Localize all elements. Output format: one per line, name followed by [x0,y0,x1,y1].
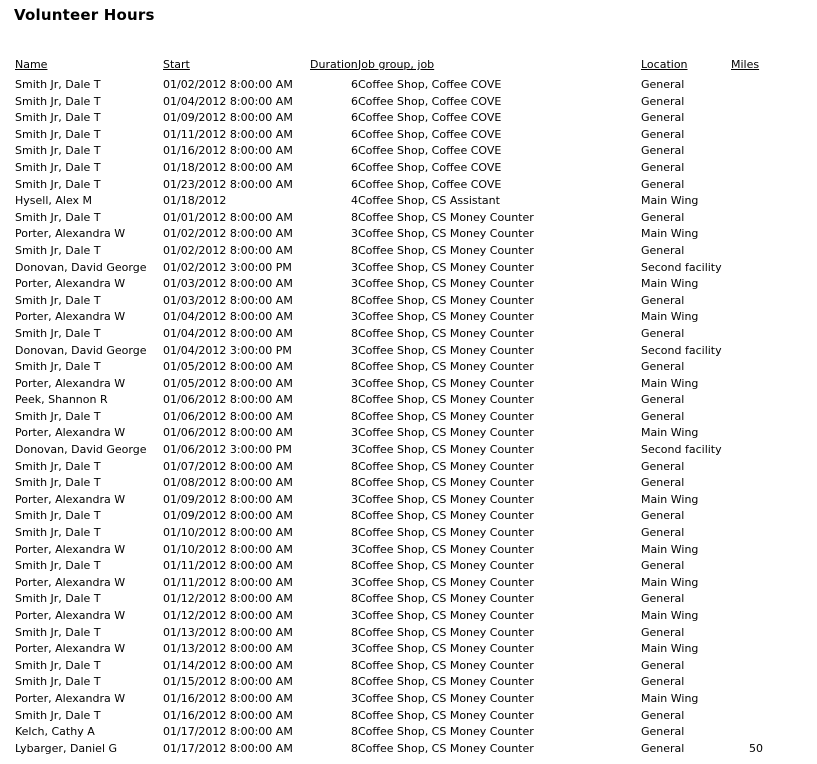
cell-job: Coffee Shop, CS Money Counter [358,243,534,257]
cell-duration: 3 [351,376,358,390]
cell-name: Smith Jr, Dale T [15,94,101,108]
table-row [15,492,763,509]
cell-job: Coffee Shop, CS Money Counter [358,310,534,324]
cell-duration: 8 [351,243,358,257]
cell-location: Main Wing [641,691,699,705]
cell-duration: 3 [351,426,358,440]
table-row [15,376,763,393]
cell-job: Coffee Shop, CS Money Counter [358,210,534,224]
cell-location: General [641,78,685,91]
cell-start: 01/06/2012 3:00:00 PM [163,443,292,457]
cell-start: 01/16/2012 8:00:00 AM [163,708,293,722]
cell-miles [731,691,763,708]
cell-location: General [641,658,685,672]
cell-start: 01/02/2012 3:00:00 PM [163,260,292,274]
cell-location: General [641,144,685,158]
cell-duration: 3 [351,609,358,622]
cell-start: 01/06/2012 8:00:00 AM [163,393,293,407]
cell-miles [731,641,763,658]
cell-job: Coffee Shop, CS Money Counter [358,360,534,374]
cell-location: General [641,708,685,722]
cell-miles [731,243,763,260]
table-row [15,625,763,642]
cell-miles [731,359,763,376]
cell-job: Coffee Shop, CS Money Counter [358,476,534,490]
cell-location: General [641,675,685,689]
column-header-duration: Duration [310,58,358,71]
cell-job: Coffee Shop, CS Money Counter [358,526,534,540]
cell-location: Main Wing [641,376,699,390]
cell-duration: 8 [351,293,358,307]
cell-job: Coffee Shop, CS Money Counter [358,443,534,457]
cell-start: 01/09/2012 8:00:00 AM [163,492,293,506]
table-header [15,58,763,77]
cell-name: Porter, Alexandra W [15,376,126,390]
cell-location: Second facility [641,260,722,274]
table-row [15,425,763,442]
table-row [15,442,763,459]
cell-location: Main Wing [641,492,699,506]
cell-duration: 6 [351,78,358,91]
cell-miles [731,193,763,210]
cell-miles [731,392,763,409]
cell-miles [731,442,763,459]
cell-duration: 6 [351,144,358,158]
table-row [15,658,763,675]
cell-job: Coffee Shop, CS Money Counter [358,343,534,357]
cell-duration: 8 [351,708,358,722]
cell-miles [731,508,763,525]
cell-duration: 8 [351,725,358,739]
cell-miles [731,708,763,725]
cell-duration: 3 [351,542,358,556]
cell-name: Smith Jr, Dale T [15,526,101,540]
cell-job: Coffee Shop, Coffee COVE [358,160,502,174]
cell-job: Coffee Shop, CS Money Counter [358,575,534,589]
cell-name: Smith Jr, Dale T [15,160,101,174]
cell-duration: 8 [351,459,358,473]
cell-job: Coffee Shop, CS Money Counter [358,691,534,705]
cell-start: 01/18/2012 [163,194,227,208]
cell-start: 01/11/2012 8:00:00 AM [163,127,293,141]
cell-start: 01/09/2012 8:00:00 AM [163,111,293,125]
cell-miles [731,326,763,343]
cell-name: Smith Jr, Dale T [15,127,101,141]
cell-name: Smith Jr, Dale T [15,708,101,722]
table-row [15,143,763,160]
table-row [15,326,763,343]
cell-miles [731,177,763,194]
cell-start: 01/13/2012 8:00:00 AM [163,625,293,639]
table-row [15,127,763,144]
table-row [15,641,763,658]
cell-start: 01/09/2012 8:00:00 AM [163,509,293,523]
cell-location: Main Wing [641,194,699,208]
cell-duration: 3 [351,227,358,241]
cell-name: Smith Jr, Dale T [15,658,101,672]
table-row [15,309,763,326]
cell-duration: 8 [351,675,358,689]
cell-miles [731,110,763,127]
cell-location: Main Wing [641,542,699,556]
cell-name: Smith Jr, Dale T [15,293,101,307]
cell-job: Coffee Shop, CS Money Counter [358,509,534,523]
column-header-start: Start [163,58,190,71]
cell-start: 01/11/2012 8:00:00 AM [163,575,293,589]
table-row [15,674,763,691]
cell-start: 01/10/2012 8:00:00 AM [163,526,293,540]
column-header-location: Location [641,58,688,71]
cell-start: 01/02/2012 8:00:00 AM [163,243,293,257]
cell-miles [731,160,763,177]
table-row [15,276,763,293]
table-row [15,409,763,426]
cell-miles [731,459,763,476]
cell-job: Coffee Shop, CS Money Counter [358,459,534,473]
cell-duration: 3 [351,260,358,274]
cell-job: Coffee Shop, CS Money Counter [358,376,534,390]
cell-name: Porter, Alexandra W [15,426,126,440]
cell-location: Main Wing [641,310,699,324]
cell-miles [731,591,763,608]
cell-name: Porter, Alexandra W [15,542,126,556]
cell-start: 01/02/2012 8:00:00 AM [163,227,293,241]
cell-location: General [641,293,685,307]
cell-duration: 8 [351,509,358,523]
cell-start: 01/17/2012 8:00:00 AM [163,725,293,739]
cell-location: General [641,526,685,540]
cell-location: General [641,393,685,407]
cell-name: Smith Jr, Dale T [15,459,101,473]
cell-start: 01/12/2012 8:00:00 AM [163,592,293,606]
cell-duration: 8 [351,592,358,606]
cell-start: 01/02/2012 8:00:00 AM [163,78,293,91]
cell-duration: 3 [351,575,358,589]
cell-job: Coffee Shop, CS Money Counter [358,725,534,739]
cell-job: Coffee Shop, Coffee COVE [358,111,502,125]
table-row [15,343,763,360]
cell-location: General [641,111,685,125]
cell-job: Coffee Shop, CS Money Counter [358,592,534,606]
cell-miles [731,475,763,492]
cell-name: Smith Jr, Dale T [15,210,101,224]
cell-duration: 3 [351,277,358,291]
cell-name: Peek, Shannon R [15,393,108,407]
cell-job: Coffee Shop, CS Assistant [358,194,500,208]
table-row [15,359,763,376]
cell-miles [731,77,763,94]
cell-start: 01/16/2012 8:00:00 AM [163,691,293,705]
cell-location: Main Wing [641,277,699,291]
table-row [15,260,763,277]
cell-duration: 6 [351,111,358,125]
cell-job: Coffee Shop, CS Money Counter [358,675,534,689]
cell-location: General [641,94,685,108]
cell-miles [731,608,763,625]
cell-location: General [641,476,685,490]
cell-job: Coffee Shop, Coffee COVE [358,144,502,158]
table-row [15,724,763,741]
table-row [15,591,763,608]
table-row [15,575,763,592]
cell-duration: 3 [351,492,358,506]
cell-start: 01/06/2012 8:00:00 AM [163,409,293,423]
cell-miles [731,143,763,160]
cell-name: Porter, Alexandra W [15,642,126,656]
table-row [15,160,763,177]
cell-location: General [641,243,685,257]
cell-start: 01/14/2012 8:00:00 AM [163,658,293,672]
cell-name: Smith Jr, Dale T [15,111,101,125]
cell-job: Coffee Shop, Coffee COVE [358,78,502,91]
table-row [15,193,763,210]
column-header-miles: Miles [731,58,760,71]
cell-name: Smith Jr, Dale T [15,476,101,490]
cell-job: Coffee Shop, CS Money Counter [358,409,534,423]
cell-miles [731,226,763,243]
table-row [15,525,763,542]
cell-start: 01/17/2012 8:00:00 AM [163,741,293,755]
cell-start: 01/16/2012 8:00:00 AM [163,144,293,158]
cell-location: General [641,625,685,639]
table-row [15,210,763,227]
cell-name: Donovan, David George [15,443,147,457]
cell-miles [731,425,763,442]
cell-location: Main Wing [641,642,699,656]
cell-job: Coffee Shop, CS Money Counter [358,426,534,440]
cell-duration: 3 [351,443,358,457]
cell-start: 01/05/2012 8:00:00 AM [163,360,293,374]
cell-job: Coffee Shop, Coffee COVE [358,127,502,141]
cell-duration: 3 [351,642,358,656]
cell-miles: 50 [749,741,763,755]
cell-duration: 8 [351,741,358,755]
cell-location: General [641,592,685,606]
cell-start: 01/05/2012 8:00:00 AM [163,376,293,390]
cell-job: Coffee Shop, CS Money Counter [358,260,534,274]
table-row [15,708,763,725]
cell-start: 01/18/2012 8:00:00 AM [163,160,293,174]
cell-name: Smith Jr, Dale T [15,625,101,639]
cell-name: Smith Jr, Dale T [15,78,101,91]
cell-name: Porter, Alexandra W [15,575,126,589]
cell-location: General [641,210,685,224]
table-row [15,226,763,243]
cell-job: Coffee Shop, CS Money Counter [358,326,534,340]
cell-location: General [641,160,685,174]
cell-job: Coffee Shop, CS Money Counter [358,393,534,407]
table-row [15,741,763,758]
cell-location: Main Wing [641,227,699,241]
cell-duration: 4 [351,194,358,208]
table-row [15,243,763,260]
cell-job: Coffee Shop, CS Money Counter [358,642,534,656]
cell-job: Coffee Shop, CS Money Counter [358,708,534,722]
cell-miles [731,542,763,559]
cell-duration: 6 [351,94,358,108]
cell-job: Coffee Shop, CS Money Counter [358,658,534,672]
cell-start: 01/13/2012 8:00:00 AM [163,642,293,656]
table-row [15,459,763,476]
cell-start: 01/04/2012 8:00:00 AM [163,326,293,340]
cell-miles [731,409,763,426]
cell-miles [731,625,763,642]
cell-miles [731,558,763,575]
cell-start: 01/01/2012 8:00:00 AM [163,210,293,224]
cell-job: Coffee Shop, Coffee COVE [358,94,502,108]
table-row [15,558,763,575]
volunteer-hours-table [15,58,763,757]
cell-name: Smith Jr, Dale T [15,243,101,257]
cell-name: Porter, Alexandra W [15,609,126,622]
cell-name: Smith Jr, Dale T [15,177,101,191]
cell-name: Porter, Alexandra W [15,227,126,241]
cell-start: 01/23/2012 8:00:00 AM [163,177,293,191]
page-title: Volunteer Hours [14,6,155,24]
table-row [15,94,763,111]
cell-name: Smith Jr, Dale T [15,675,101,689]
cell-miles [731,724,763,741]
cell-miles [731,260,763,277]
cell-name: Porter, Alexandra W [15,691,126,705]
cell-job: Coffee Shop, CS Money Counter [358,293,534,307]
table-row [15,293,763,310]
cell-job: Coffee Shop, CS Money Counter [358,609,534,622]
cell-name: Smith Jr, Dale T [15,326,101,340]
cell-name: Hysell, Alex M [15,194,93,208]
cell-miles [731,293,763,310]
cell-start: 01/08/2012 8:00:00 AM [163,476,293,490]
cell-name: Kelch, Cathy A [15,725,95,739]
cell-location: General [641,409,685,423]
cell-miles [731,210,763,227]
cell-duration: 8 [351,393,358,407]
cell-start: 01/04/2012 8:00:00 AM [163,94,293,108]
cell-name: Smith Jr, Dale T [15,509,101,523]
cell-name: Smith Jr, Dale T [15,409,101,423]
cell-duration: 6 [351,127,358,141]
cell-job: Coffee Shop, Coffee COVE [358,177,502,191]
cell-job: Coffee Shop, CS Money Counter [358,559,534,573]
cell-duration: 8 [351,409,358,423]
cell-location: General [641,326,685,340]
cell-start: 01/07/2012 8:00:00 AM [163,459,293,473]
cell-miles [731,658,763,675]
cell-start: 01/03/2012 8:00:00 AM [163,277,293,291]
cell-start: 01/10/2012 8:00:00 AM [163,542,293,556]
cell-location: General [641,360,685,374]
cell-location: General [641,741,685,755]
cell-duration: 8 [351,210,358,224]
cell-duration: 8 [351,559,358,573]
table-row [15,110,763,127]
cell-miles [731,343,763,360]
cell-duration: 8 [351,658,358,672]
table-row [15,608,763,625]
table-row [15,177,763,194]
cell-job: Coffee Shop, CS Money Counter [358,277,534,291]
cell-miles [731,492,763,509]
cell-name: Porter, Alexandra W [15,492,126,506]
cell-name: Porter, Alexandra W [15,277,126,291]
cell-duration: 8 [351,476,358,490]
cell-name: Smith Jr, Dale T [15,360,101,374]
cell-location: General [641,459,685,473]
cell-name: Smith Jr, Dale T [15,144,101,158]
cell-miles [731,94,763,111]
cell-start: 01/12/2012 8:00:00 AM [163,609,293,622]
cell-name: Lybarger, Daniel G [15,741,118,755]
cell-start: 01/15/2012 8:00:00 AM [163,675,293,689]
cell-miles [731,674,763,691]
cell-miles [731,276,763,293]
cell-job: Coffee Shop, CS Money Counter [358,542,534,556]
table-row [15,77,763,94]
cell-location: Second facility [641,443,722,457]
column-header-job: Job group, job [358,58,435,71]
cell-miles [731,309,763,326]
cell-duration: 3 [351,343,358,357]
cell-location: General [641,509,685,523]
cell-miles [731,575,763,592]
cell-location: General [641,559,685,573]
column-header-name: Name [15,58,48,71]
cell-miles [731,376,763,393]
table-row [15,475,763,492]
cell-start: 01/11/2012 8:00:00 AM [163,559,293,573]
cell-duration: 3 [351,310,358,324]
cell-location: Main Wing [641,575,699,589]
cell-start: 01/04/2012 3:00:00 PM [163,343,292,357]
cell-start: 01/03/2012 8:00:00 AM [163,293,293,307]
cell-location: Main Wing [641,609,699,622]
cell-job: Coffee Shop, CS Money Counter [358,492,534,506]
cell-name: Porter, Alexandra W [15,310,126,324]
table-row [15,542,763,559]
cell-location: General [641,127,685,141]
cell-start: 01/04/2012 8:00:00 AM [163,310,293,324]
cell-location: General [641,177,685,191]
header-row [15,58,763,77]
table-row [15,392,763,409]
cell-location: Second facility [641,343,722,357]
cell-job: Coffee Shop, CS Money Counter [358,625,534,639]
cell-duration: 6 [351,160,358,174]
cell-duration: 8 [351,360,358,374]
cell-job: Coffee Shop, CS Money Counter [358,741,534,755]
cell-name: Smith Jr, Dale T [15,559,101,573]
cell-miles [731,127,763,144]
cell-miles [731,525,763,542]
cell-duration: 6 [351,177,358,191]
cell-name: Donovan, David George [15,260,147,274]
cell-name: Smith Jr, Dale T [15,592,101,606]
report-body [15,77,763,757]
cell-start: 01/06/2012 8:00:00 AM [163,426,293,440]
cell-location: General [641,725,685,739]
cell-duration: 3 [351,691,358,705]
cell-job: Coffee Shop, CS Money Counter [358,227,534,241]
cell-duration: 8 [351,526,358,540]
table-row [15,691,763,708]
cell-duration: 8 [351,625,358,639]
table-row [15,508,763,525]
cell-location: Main Wing [641,426,699,440]
cell-duration: 8 [351,326,358,340]
cell-name: Donovan, David George [15,343,147,357]
